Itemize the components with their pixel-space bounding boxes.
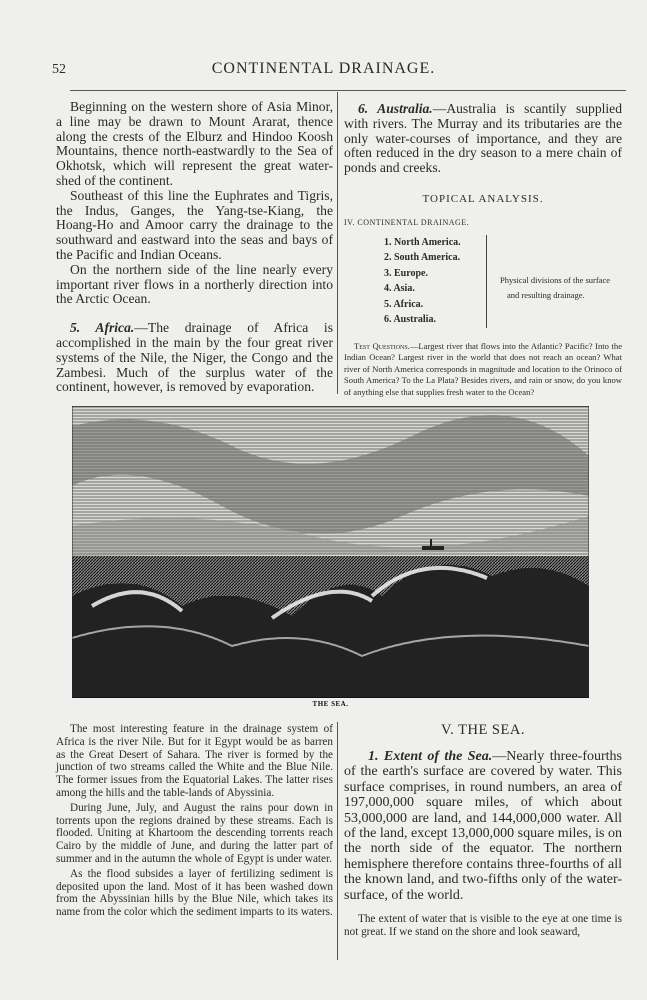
topical-note-line: Physical divisions of the surface — [500, 274, 611, 285]
topical-list — [344, 235, 622, 333]
topical-item: 5. Africa. — [384, 298, 424, 310]
section-title: V. THE SEA. — [441, 722, 525, 738]
paragraph: During June, July, and August the rains pour down in torrents upon the regions drained by these streams. Each is flooded. Uniting at Khartoom the descending torrents reach Cairo by the middle of June, and during the latter part of summer and in the autumn the whole of Egypt is under water. — [56, 801, 333, 865]
sea-engraving-illustration — [72, 406, 589, 698]
topical-item: 2. South America. — [384, 252, 461, 264]
header-rule — [70, 90, 626, 91]
column-divider-bottom — [337, 722, 338, 960]
extent-text: —Nearly three-fourths of the earth's surface are covered by water. This surface comprises, in round numbers, an area of 197,000,000 square miles, of which about 53,000,000 are land, and 144,000,000 water. All of the land, except 13,000,000 square miles, is on the north side of the equator. The northern hemisphere therefore contains three-fourths of all the known land, and two-fifths only of the water-surface, of the world. — [344, 749, 622, 903]
paragraph: The extent of water that is visible to the eye at one time is not great. If we stand on the shore and look seaward, — [344, 913, 622, 938]
paragraph: As the flood subsides a layer of fertilizing sediment is deposited upon the land. Most of it has been washed down from the Abyssinian hills by the Blue Nile, which takes its name from the color which the sediment imparts to its waters. — [56, 867, 333, 919]
australia-text: —Australia is scantily supplied with rivers. The Murray and its tributaries are the only water-courses of importance, and they are often reduced in the dry season to a mere chain of ponds and creeks. — [344, 101, 623, 176]
australia-paragraph — [344, 102, 622, 176]
topical-item: 3. Europe. — [384, 267, 428, 279]
left-column-top — [56, 100, 333, 395]
test-questions — [344, 341, 622, 399]
column-divider-top — [337, 92, 338, 394]
africa-text: —The drainage of Africa is accomplished in the main by the four great river systems of the Nile, the Niger, the Congo and the Zambesi. Much of the surplus water of the continent, however, is removed by evaporation. — [56, 320, 333, 395]
topical-item: 6. Australia. — [384, 314, 436, 326]
australia-heading: 6. Australia. — [358, 101, 433, 116]
extent-heading: 1. Extent of the Sea. — [368, 749, 493, 764]
paragraph: Southeast of this line the Euphrates and Tigris, the Indus, Ganges, the Yang-tse-Kiang, the Hoang-Ho and Amoor carry the drainage to the southward and eastward into the seas and bays of the Pacific and Indian Oceans. — [56, 187, 333, 262]
paragraph: On the northern side of the line nearly every important river flows in a northerly direction into the Arctic Ocean. — [56, 261, 333, 307]
test-questions-label: Test Questions. — [354, 340, 410, 351]
africa-paragraph — [56, 321, 333, 395]
topical-item: 1. North America. — [384, 236, 461, 248]
topical-analysis-title: TOPICAL ANALYSIS. — [422, 192, 544, 205]
running-title: CONTINENTAL DRAINAGE. — [211, 60, 436, 77]
extent-section — [344, 749, 622, 903]
right-column-top — [344, 102, 622, 399]
topical-item: 4. Asia. — [384, 283, 415, 295]
africa-heading: 5. Africa. — [70, 320, 135, 336]
left-column-bottom — [56, 723, 333, 919]
page-number: 52 — [52, 62, 66, 77]
topical-analysis-subtitle: IV. CONTINENTAL DRAINAGE. — [344, 217, 470, 227]
right-column-bottom — [344, 722, 622, 939]
test-questions-text: —Largest river that flows into the Atlantic? Pacific? Into the Indian Ocean? Largest river in the world that does not reach an ocean? What river of North America corresponds in magnitude and location to the Orinoco of South America? To the La Plata? Besides rivers, and rain or snow, do you know of anything else that supplies fresh water to the Ocean? — [344, 340, 623, 397]
figure-caption: THE SEA. — [312, 700, 349, 708]
topical-note — [500, 273, 610, 303]
sea-paragraph-wrap — [344, 913, 622, 939]
topical-items — [384, 235, 487, 328]
topical-note-line: and resulting drainage. — [507, 289, 585, 300]
paragraph: Beginning on the western shore of Asia Minor, a line may be drawn to Mount Ararat, thence along the crests of the Elburz and Hindoo Koosh Mountains, thence north-eastwardly to the Sea of Okhotsk, which will represent the great water-shed of the continent. — [56, 99, 333, 188]
paragraph: The most interesting feature in the drainage system of Africa is the river Nile. But for it Egypt would be as barren as the Great Desert of Sahara. The river is formed by the junction of two streams called the White and the Blue Nile. The former issues from the Equatorial Lakes. The latter rises among the hills and the table-lands of Abyssinia. — [56, 723, 333, 799]
